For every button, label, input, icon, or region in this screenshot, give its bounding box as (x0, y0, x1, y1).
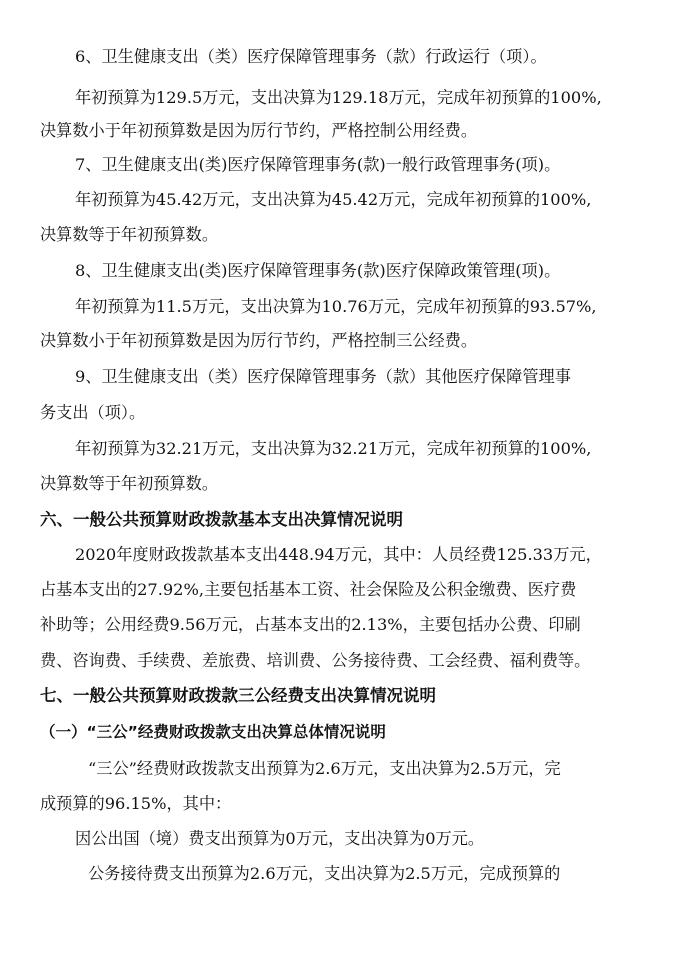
item-8-heading: 8、卫生健康支出(类)医疗保障管理事务(款)医疗保障政策管理(项)。 (75, 261, 561, 280)
item-9-heading-cont: 务支出（项）。 (40, 403, 146, 422)
section-6-para-4: 费、咨询费、手续费、差旅费、培训费、公务接待费、工会经费、福利费等。 (40, 651, 591, 670)
item-7-reason-line: 决算数等于年初预算数。 (40, 225, 219, 244)
section-6-title: 六、一般公共预算财政拨款基本支出决算情况说明 (40, 510, 403, 529)
subsection-1-para-2: 成预算的96.15%，其中： (40, 794, 232, 813)
subsection-1-para-1: “三公”经费财政拨款支出预算为2.6万元，支出决算为2.5万元，完 (88, 759, 561, 778)
item-7-heading: 7、卫生健康支出(类)医疗保障管理事务(款)一般行政管理事务(项)。 (75, 155, 561, 174)
overseas-expense-line: 因公出国（境）费支出预算为0万元，支出决算为0万元。 (75, 829, 485, 848)
section-6-para-2: 占基本支出的27.92%,主要包括基本工资、社会保险及公积金缴费、医疗费 (40, 580, 577, 599)
subsection-1-title: （一）“三公”经费财政拨款支出决算总体情况说明 (40, 723, 386, 741)
item-6-reason-line: 决算数小于年初预算数是因为厉行节约，严格控制公用经费。 (40, 121, 478, 140)
section-6-para-3: 补助等；公用经费9.56万元，占基本支出的2.13%，主要包括办公费、印刷 (40, 615, 581, 634)
reception-expense-line: 公务接待费支出预算为2.6万元，支出决算为2.5万元，完成预算的 (88, 864, 561, 883)
item-8-reason-line: 决算数小于年初预算数是因为厉行节约，严格控制三公经费。 (40, 331, 478, 350)
item-6-budget-line: 年初预算为129.5万元，支出决算为129.18万元，完成年初预算的100%, (75, 88, 602, 107)
item-7-budget-line: 年初预算为45.42万元，支出决算为45.42万元，完成年初预算的100%, (75, 190, 592, 209)
item-9-reason-line: 决算数等于年初预算数。 (40, 474, 219, 493)
section-6-para-1: 2020年度财政拨款基本支出448.94万元，其中：人员经费125.33万元， (75, 545, 602, 564)
item-9-budget-line: 年初预算为32.21万元，支出决算为32.21万元，完成年初预算的100%, (75, 439, 592, 458)
item-9-heading: 9、卫生健康支出（类）医疗保障管理事务（款）其他医疗保障管理事 (75, 367, 571, 386)
item-8-budget-line: 年初预算为11.5万元，支出决算为10.76万元，完成年初预算的93.57%, (75, 297, 597, 316)
item-6-heading: 6、卫生健康支出（类）医疗保障管理事务（款）行政运行（项）。 (75, 47, 547, 66)
section-7-title: 七、一般公共预算财政拨款三公经费支出决算情况说明 (40, 686, 436, 705)
